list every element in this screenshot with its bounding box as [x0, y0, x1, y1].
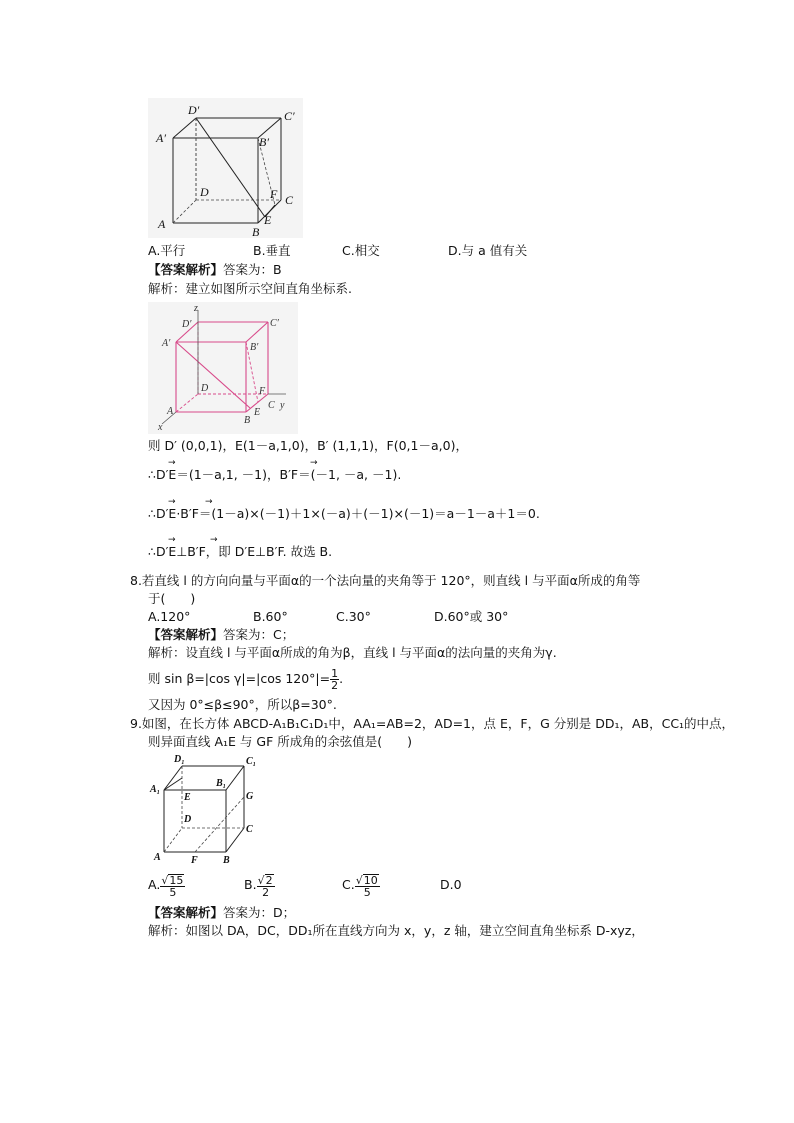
answer-line [148, 905, 295, 921]
fig3-label: A [154, 852, 161, 863]
vec-arrow: → [168, 497, 176, 507]
vec-arrow: → [168, 535, 176, 545]
fig2-label: D [201, 383, 209, 394]
vec-arrow: → [205, 497, 213, 507]
vec-arrow: → [210, 535, 218, 545]
option-b: B. $\frac{√2}{2}$ [244, 873, 273, 899]
vec-arrow: → [168, 458, 176, 468]
fig2-label: C [268, 400, 275, 411]
fig2-label: B [244, 415, 251, 426]
fig3-label: D [184, 814, 192, 825]
option-d: D.60°或 30° [434, 609, 509, 624]
q8-stem-1: 8.若直线 l 的方向向量与平面α的一个法向量的夹角等于 120°，则直线 l 与平面α所成的角等 [130, 573, 641, 588]
option-a: A. $\frac{√15}{5}$ [148, 873, 184, 899]
fig3-label: D₁ [174, 754, 185, 765]
fig1-label: A [158, 217, 166, 231]
fraction: $\frac{√2}{2}$ [257, 873, 273, 899]
fig2-label: A [167, 406, 174, 417]
q9-stem-1: 9.如图，在长方体 ABCD-A₁B₁C₁D₁中，AA₁=AB=2，AD=1，点 E，F，G 分别是 DD₁，AB，CC₁的中点， [130, 716, 735, 731]
analysis-line: 解析：如图以 DA，DC，DD₁所在直线方向为 x，y，z 轴，建立空间直角坐标系 D-xyz， [148, 923, 644, 938]
conclusion-line: ∴D′E⊥B′F，即 D′E⊥B′F. 故选 B. [148, 544, 333, 559]
coord-line: 则 D′ (0,0,1)，E(1－a,1,0)，B′ (1,1,1)，F(0,1－a,0)， [148, 438, 468, 453]
box-figure-3 [148, 752, 266, 866]
vector-line-1: ∴D′E＝(1－a,1, －1)，B′F＝(－1, －a, －1). [148, 467, 402, 482]
answer-line [148, 627, 294, 643]
fig1-label: A′ [156, 131, 166, 145]
fig1-label: D [200, 185, 209, 199]
option-b: B.60° [253, 609, 288, 624]
fig1-label: C′ [284, 109, 295, 123]
option-c: C.相交 [342, 243, 380, 258]
option-c: C. $\frac{√10}{5}$ [342, 873, 378, 899]
option-a: A.平行 [148, 243, 186, 258]
answer-tag: 【答案解析】 [148, 627, 224, 642]
fig1-label: E [264, 213, 272, 227]
fig3-label: A₁ [150, 784, 161, 795]
answer-tag: 【答案解析】 [148, 905, 224, 920]
fig2-label: y [280, 400, 285, 411]
fig3-label: C₁ [246, 756, 257, 767]
fraction: $\frac{√10}{5}$ [355, 873, 378, 899]
fig2-label: F [259, 386, 266, 397]
option-c: C.30° [336, 609, 371, 624]
analysis-line: 解析：设直线 l 与平面α所成的角为β，直线 l 与平面α的法向量的夹角为γ. [148, 645, 557, 660]
option-d: D.与 a 值有关 [448, 243, 528, 258]
fig1-label: C [285, 193, 294, 207]
option-b: B.垂直 [253, 243, 291, 258]
fig3-label: B₁ [216, 778, 227, 789]
analysis-line: 又因为 0°≤β≤90°，所以β=30°. [148, 697, 337, 712]
fig1-label: F [270, 187, 278, 201]
fig3-label: F [191, 855, 198, 866]
option-a: A.120° [148, 609, 191, 624]
fig2-label: C′ [270, 318, 279, 329]
answer-tag: 【答案解析】 [148, 262, 224, 277]
cube-figure-1 [148, 98, 303, 238]
fig3-label: G [246, 791, 254, 802]
q8-stem-2: 于( ) [148, 591, 196, 606]
cube-figure-2 [148, 302, 298, 434]
fig3-label: E [184, 792, 191, 803]
analysis-line: 解析：建立如图所示空间直角坐标系. [148, 281, 352, 296]
fig1-label: B′ [259, 135, 269, 149]
fig2-label: x [158, 422, 163, 433]
analysis-line: 则 sin β=|cos γ|=|cos 120°|= $\frac{1}{2}$ . [148, 667, 344, 692]
q9-stem-2: 则异面直线 A₁E 与 GF 所成角的余弦值是( ) [148, 734, 412, 749]
fraction: $\frac{√15}{5}$ [161, 873, 184, 899]
fig2-label: A′ [162, 338, 171, 349]
fig1-label: B [252, 225, 260, 238]
fig2-label: B′ [250, 342, 259, 353]
option-d: D.0 [440, 877, 462, 892]
answer-text: 答案为：C； [223, 627, 295, 642]
fraction: $\frac{1}{2}$ [331, 667, 339, 692]
answer-text: 答案为：D； [223, 905, 296, 920]
fig3-label: B [223, 855, 230, 866]
dot-product-line: ∴D′E·B′F＝(1－a)×(－1)＋1×(－a)＋(－1)×(－1)＝a－1－a＋1＝0. [148, 506, 540, 521]
fig2-label: z [194, 303, 198, 314]
answer-line [148, 262, 282, 278]
vec-arrow: → [310, 458, 318, 468]
fig2-label: E [254, 407, 261, 418]
fig2-label: D′ [182, 319, 192, 330]
answer-text: 答案为：B [223, 262, 282, 277]
fig1-label: D′ [188, 103, 200, 117]
fig3-label: C [246, 824, 253, 835]
